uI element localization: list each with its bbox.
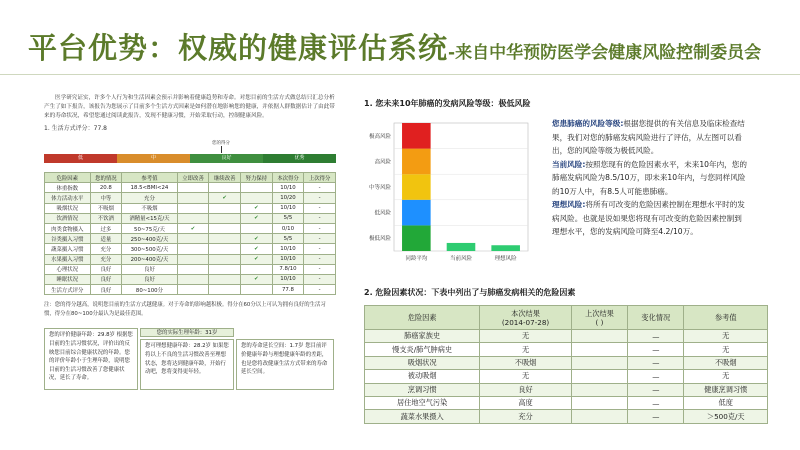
lifestyle-table-cell: 良好 xyxy=(90,285,122,295)
score-scale xyxy=(44,140,336,166)
lifestyle-table-cell xyxy=(209,213,241,223)
lifestyle-score-line: 1. 生活方式评分：77.8 xyxy=(44,125,107,132)
scale-segment-low: 低 xyxy=(44,154,117,163)
factor-table-cell xyxy=(571,396,627,409)
lifestyle-table-cell xyxy=(209,264,241,274)
lifestyle-table-cell: 酒精量<15克/天 xyxy=(122,213,178,223)
lifestyle-table-cell xyxy=(177,193,209,203)
age-boxes xyxy=(44,328,336,390)
factor-table-cell: 无 xyxy=(684,330,768,343)
lifestyle-table-cell xyxy=(209,285,241,295)
risk-factor-table xyxy=(364,305,768,424)
lifestyle-table-cell xyxy=(209,274,241,284)
lifestyle-table-cell: 吸烟状况 xyxy=(45,203,91,213)
factor-table-cell: — xyxy=(628,410,684,423)
lifestyle-table-cell: 体力活动水平 xyxy=(45,193,91,203)
lifestyle-table-cell xyxy=(177,244,209,254)
factor-table-cell: 吸烟状况 xyxy=(365,356,480,369)
lifestyle-table-cell: 80~100分 xyxy=(122,285,178,295)
lifestyle-table-cell: ✔ xyxy=(209,193,241,203)
factor-table-row xyxy=(365,410,768,423)
factor-table-cell: 无 xyxy=(480,330,572,343)
lifestyle-table-row xyxy=(45,234,336,244)
lifestyle-table-cell: 睡眠状况 xyxy=(45,274,91,284)
factor-table-header: 危险因素 xyxy=(365,306,480,330)
reference-level-segment xyxy=(402,123,431,149)
lifestyle-table-cell xyxy=(241,285,273,295)
lifestyle-table-cell xyxy=(177,183,209,193)
actual-age-header: 您的实际生理年龄：31岁 xyxy=(140,328,234,337)
lifestyle-table-cell: 7.8/10 xyxy=(272,264,304,274)
factor-table-cell: ＞500克/天 xyxy=(684,410,768,423)
lifestyle-table-header: 上次得分 xyxy=(304,173,336,183)
lifestyle-table-cell: 50~75克/天 xyxy=(122,223,178,233)
lifestyle-table-cell: 良好 xyxy=(90,274,122,284)
ideal-risk-label: 理想风险: xyxy=(552,200,586,209)
lifestyle-table-row xyxy=(45,285,336,295)
factor-table-cell: 居住地空气污染 xyxy=(365,396,480,409)
factor-table-cell: 不吸烟 xyxy=(480,356,572,369)
factor-table-header: 本次结果 (2014-07-28) xyxy=(480,306,572,330)
lifestyle-table-cell: 体重指数 xyxy=(45,183,91,193)
factor-table-row xyxy=(365,343,768,356)
lifestyle-table-cell: - xyxy=(304,264,336,274)
lifestyle-table-cell: 5/5 xyxy=(272,234,304,244)
pointer-stem xyxy=(221,146,222,153)
lifestyle-table-cell: ✔ xyxy=(241,254,273,264)
lifestyle-table-cell: 过多 xyxy=(90,223,122,233)
lifestyle-table-header: 参考值 xyxy=(122,173,178,183)
lifestyle-table-cell xyxy=(177,264,209,274)
lifestyle-table-cell: 良好 xyxy=(122,264,178,274)
factor-table-cell: 充分 xyxy=(480,410,572,423)
factor-table-cell: 健康烹调习惯 xyxy=(684,383,768,396)
risk-paragraph xyxy=(552,117,748,158)
ideal-risk-paragraph xyxy=(552,198,748,239)
lifestyle-table-cell: 中等 xyxy=(90,193,122,203)
y-tick-label: 极高风险 xyxy=(368,133,391,140)
lifestyle-table-row xyxy=(45,203,336,213)
lifestyle-table-row xyxy=(45,193,336,203)
lifestyle-table-cell: 77.8 xyxy=(272,285,304,295)
factor-table-cell: — xyxy=(628,330,684,343)
factor-table-cell: 高度 xyxy=(480,396,572,409)
lifestyle-table-header: 继续改善 xyxy=(209,173,241,183)
lifestyle-table-cell: ✔ xyxy=(241,203,273,213)
lifestyle-table-cell: 10/20 xyxy=(272,193,304,203)
intro-paragraph: 医学研究证实，许多个人行为和生活因素会预示并影响着健康趋势和寿命。对您目前的生活方式做总结只汇总分析产生了如下报告，该报告为您展示了目前多个生活方式因素是如何潜在地影响您的健康，并依据人群数据估计了由此带来的寿命状况，希望您通过阅读此报告，发现不健康习惯，开始采取行动，控制健康风险。 xyxy=(44,95,335,119)
lifestyle-table-cell: 良好 xyxy=(90,264,122,274)
lifestyle-table-cell: - xyxy=(304,274,336,284)
reference-level-segment xyxy=(402,174,431,200)
score-pointer-label: 您的得分 xyxy=(212,141,230,146)
lifestyle-table-cell xyxy=(177,285,209,295)
lifestyle-table-cell: 20.8 xyxy=(90,183,122,193)
reference-level-segment xyxy=(402,200,431,226)
lifestyle-table-cell: 肉类食物摄入 xyxy=(45,223,91,233)
lifestyle-table-cell: 充分 xyxy=(90,254,122,264)
lifestyle-table-cell: 0/10 xyxy=(272,223,304,233)
lifestyle-table-cell xyxy=(209,234,241,244)
factor-table-cell: 无 xyxy=(480,343,572,356)
factor-table-row xyxy=(365,396,768,409)
factor-table-cell: 被动吸烟 xyxy=(365,370,480,383)
lifestyle-table-cell: ✔ xyxy=(241,274,273,284)
factor-table-cell: — xyxy=(628,383,684,396)
lifestyle-factor-table xyxy=(44,172,336,295)
lifestyle-table-header: 您的情况 xyxy=(90,173,122,183)
lifestyle-table-cell: - xyxy=(304,203,336,213)
lifestyle-report-panel xyxy=(44,94,336,422)
factor-table-header: 参考值 xyxy=(684,306,768,330)
lifestyle-table-cell xyxy=(241,183,273,193)
lifestyle-table-cell: 10/10 xyxy=(272,203,304,213)
factor-table-header: 上次结果 ( ) xyxy=(571,306,627,330)
lifestyle-table-header: 危险因素 xyxy=(45,173,91,183)
lifestyle-table-cell: - xyxy=(304,213,336,223)
score-note: 注：您的得分越高，说明您目前的生活方式越健康。对于寿命的影响越积极。得分在60分以上可认为拥有良好的生活习惯，得分在80~100分最认为是最佳范围。 xyxy=(44,302,326,317)
lifestyle-table-cell: - xyxy=(304,234,336,244)
lifestyle-table-cell: 充分 xyxy=(122,193,178,203)
lifestyle-table-cell: - xyxy=(304,254,336,264)
lifestyle-table-cell: ✔ xyxy=(241,244,273,254)
lifestyle-table-cell: - xyxy=(304,244,336,254)
lifestyle-table-cell xyxy=(177,254,209,264)
risk-level-chart xyxy=(364,117,534,265)
lung-cancer-risk-panel xyxy=(364,98,768,424)
current-risk-paragraph xyxy=(552,158,748,199)
reference-level-segment xyxy=(402,149,431,175)
lifestyle-table-header: 立即改善 xyxy=(177,173,209,183)
lifestyle-table-cell: 饮酒情况 xyxy=(45,213,91,223)
lifestyle-table-cell: 不吸烟 xyxy=(90,203,122,213)
risk-bar xyxy=(491,245,520,251)
lifestyle-table-row xyxy=(45,264,336,274)
factor-table-row xyxy=(365,330,768,343)
lifestyle-table-cell: 200~400克/天 xyxy=(122,254,178,264)
ideal-age-column xyxy=(140,328,234,390)
factor-table-header: 变化情况 xyxy=(628,306,684,330)
lifestyle-table-cell xyxy=(209,244,241,254)
title-divider xyxy=(0,74,800,75)
factor-table-cell: — xyxy=(628,396,684,409)
lifestyle-table-cell xyxy=(209,254,241,264)
lifestyle-table-row xyxy=(45,254,336,264)
title-main: 平台优势：权威的健康评估系统 xyxy=(28,31,449,65)
lifestyle-table-cell: 18.5<BMI<24 xyxy=(122,183,178,193)
lifespan-extension-box: 您的寿命延长空间：1.7岁 您目前评价健康年龄与理想健康年龄的差距，也是您将改健康生活方式带来的寿命延长空间。 xyxy=(236,339,334,390)
y-tick-label: 中等风险 xyxy=(368,185,391,191)
factor-table-cell: 无 xyxy=(684,370,768,383)
lifestyle-table-header: 努力保持 xyxy=(241,173,273,183)
y-tick-label: 低风险 xyxy=(374,210,391,217)
lifestyle-table-row xyxy=(45,213,336,223)
scale-segment-good: 良好 xyxy=(190,154,263,163)
lifestyle-table-cell xyxy=(177,213,209,223)
lifestyle-table-cell xyxy=(209,183,241,193)
factor-table-cell: — xyxy=(628,370,684,383)
lifestyle-table-cell: - xyxy=(304,183,336,193)
factor-table-cell: 肺癌家族史 xyxy=(365,330,480,343)
lifestyle-table-cell: 水果摄入习惯 xyxy=(45,254,91,264)
factor-table-cell: 烹调习惯 xyxy=(365,383,480,396)
x-tick-label: 理想风险 xyxy=(494,256,517,262)
score-pointer xyxy=(210,140,232,153)
lifestyle-table-cell: 10/10 xyxy=(272,274,304,284)
lifestyle-table-cell: 不饮酒 xyxy=(90,213,122,223)
score-scale-bar xyxy=(44,154,336,163)
lifestyle-table-cell: 不吸烟 xyxy=(122,203,178,213)
lifestyle-table-cell xyxy=(177,234,209,244)
lifestyle-table-cell: - xyxy=(304,193,336,203)
lifestyle-table-cell: 蔬菜摄入习惯 xyxy=(45,244,91,254)
factor-table-cell xyxy=(571,343,627,356)
current-risk-text: 按照您现有的危险因素水平，未来10年内，您的肺癌发病风险为8.5/10万，即未来10年内，与您同样风险的10万人中，有8.5人可能患肺癌。 xyxy=(552,159,747,196)
lifestyle-table-cell xyxy=(177,203,209,213)
lifestyle-table-cell: 5/5 xyxy=(272,213,304,223)
lifestyle-table-cell xyxy=(209,203,241,213)
lifestyle-table-cell xyxy=(177,274,209,284)
y-tick-label: 极低风险 xyxy=(368,236,391,243)
lifestyle-table-cell: 10/10 xyxy=(272,244,304,254)
factor-table-cell: 良好 xyxy=(480,383,572,396)
factor-table-cell: — xyxy=(628,356,684,369)
ideal-age-box: 您可理想健康年龄：28.2岁 如果您将以上不良的生活习惯改善至理想状态，您将达到健康年龄，开始行动吧，您将变得更年轻。 xyxy=(140,339,234,390)
lifestyle-table-cell xyxy=(241,193,273,203)
factor-table-cell: 低度 xyxy=(684,396,768,409)
lifestyle-table-cell: 充分 xyxy=(90,244,122,254)
x-tick-label: 同龄平均 xyxy=(405,256,428,262)
lifestyle-table-cell: 10/10 xyxy=(272,183,304,193)
risk-bar xyxy=(447,243,476,251)
factor-table-cell xyxy=(571,410,627,423)
factor-table-row xyxy=(365,383,768,396)
evaluated-age-box: 您的评价健康年龄：29.8岁 根据您目前的生活习惯状况，评价出的反映您目前综合健康状况的年龄。您的评价年龄小于生理年龄，说明您目前的生活习惯改善了您健康状况，延长了寿命。 xyxy=(44,328,138,390)
lifestyle-table-cell xyxy=(209,223,241,233)
lifestyle-table-row xyxy=(45,183,336,193)
factor-table-cell: — xyxy=(628,343,684,356)
factor-table-cell xyxy=(571,356,627,369)
factor-table-cell xyxy=(571,370,627,383)
lifestyle-table-cell: 心理状况 xyxy=(45,264,91,274)
y-tick-label: 高风险 xyxy=(374,159,391,166)
lifestyle-table-row xyxy=(45,223,336,233)
lifestyle-table-cell xyxy=(241,264,273,274)
lifestyle-table-cell: ✔ xyxy=(241,213,273,223)
current-risk-label: 当前风险: xyxy=(552,159,586,169)
factor-table-cell: 无 xyxy=(684,343,768,356)
factor-table-cell: 蔬菜水果摄入 xyxy=(365,410,480,423)
title-sub: -来自中华预防医学会健康风险控制委员会 xyxy=(448,43,762,63)
x-tick-label: 当前风险 xyxy=(449,256,473,262)
lifestyle-table-row xyxy=(45,274,336,284)
factor-table-cell xyxy=(571,383,627,396)
risk-factor-title: 2. 危险因素状况：下表中列出了与肺癌发病相关的危险因素 xyxy=(364,288,576,297)
lifestyle-table-cell: 250~400克/天 xyxy=(122,234,178,244)
risk-level-title: 1. 您未来10年肺癌的发病风险等级：极低风险 xyxy=(364,99,531,108)
factor-table-cell xyxy=(571,330,627,343)
scale-segment-excellent: 优秀 xyxy=(263,154,336,163)
lifestyle-table-cell: ✔ xyxy=(241,234,273,244)
lifestyle-table-cell: 谷类摄入习惯 xyxy=(45,234,91,244)
lifestyle-table-cell: 10/10 xyxy=(272,254,304,264)
lifestyle-table-cell: 适量 xyxy=(90,234,122,244)
ideal-risk-text: 将所有可改变的危险因素控制在理想水平时的发病风险。也就是说如果您将现有可改变的危险因素控制到理想水平，您的发病风险可降至4.2/10万。 xyxy=(552,200,745,236)
lifestyle-table-cell: 300~500克/天 xyxy=(122,244,178,254)
lifestyle-table-cell: ✔ xyxy=(177,223,209,233)
reference-level-segment xyxy=(402,225,431,251)
factor-table-cell: 不吸烟 xyxy=(684,356,768,369)
lifestyle-table-cell: 生活方式评分 xyxy=(45,285,91,295)
page-title xyxy=(28,26,761,66)
risk-chart-row xyxy=(364,117,768,265)
factor-table-row xyxy=(365,356,768,369)
lifestyle-table-cell: - xyxy=(304,223,336,233)
risk-chart-svg xyxy=(364,117,534,265)
lifestyle-table-cell xyxy=(241,223,273,233)
lifestyle-table-row xyxy=(45,244,336,254)
lifestyle-table-cell: - xyxy=(304,285,336,295)
factor-table-row xyxy=(365,370,768,383)
factor-table-cell: 慢支炎/肺气肿病史 xyxy=(365,343,480,356)
scale-segment-mid: 中 xyxy=(117,154,190,163)
risk-text: 根据您提供的有关信息及临床检查结果，我们对您的肺癌发病风险进行了评估，从左图可以看出，您的风险等级为极低风险。 xyxy=(552,119,745,155)
risk-label: 您患肺癌的风险等级: xyxy=(552,119,624,128)
factor-table-cell: 无 xyxy=(480,370,572,383)
lifestyle-table-header: 本次得分 xyxy=(272,173,304,183)
lifestyle-table-cell: 良好 xyxy=(122,274,178,284)
risk-explanation xyxy=(552,117,748,265)
